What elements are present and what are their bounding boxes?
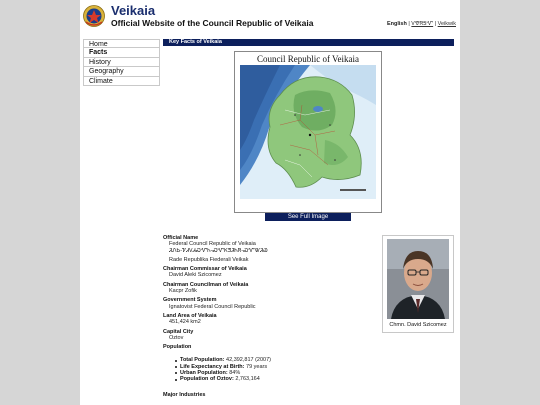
total-population-value: 42,392,817 (2007) bbox=[226, 357, 272, 364]
sidebar-item-home[interactable]: Home bbox=[83, 39, 160, 48]
oztov-population-label: Population of Oztov: bbox=[180, 376, 234, 383]
site-header bbox=[80, 0, 460, 34]
map-frame bbox=[234, 51, 382, 213]
section-title: Key Facts of Veikaia bbox=[163, 39, 454, 46]
commissar-label: Chairman Commissar of Veikaia bbox=[163, 266, 247, 273]
capital-value: Oztov bbox=[169, 334, 184, 341]
councilman-value: Kacpr Zofik bbox=[169, 288, 197, 295]
sidebar-item-history[interactable]: History bbox=[83, 58, 160, 67]
map-title: Council Republic of Veikaia bbox=[256, 54, 360, 64]
sidebar-item-facts[interactable]: Facts bbox=[83, 48, 160, 57]
life-expectancy-value: 79 years bbox=[246, 363, 268, 370]
land-area-value: 451,424 km2 bbox=[169, 319, 201, 326]
commissar-value: David Aleki Szicomez bbox=[169, 272, 222, 279]
chairman-portrait bbox=[387, 239, 449, 319]
land-area-label: Land Area of Veikaia bbox=[163, 312, 217, 319]
main-content bbox=[163, 39, 454, 398]
total-population-label: Total Population: bbox=[180, 357, 225, 364]
page bbox=[80, 0, 460, 405]
urban-population-value: 84% bbox=[229, 370, 241, 377]
oztov-population-value: 2,763,164 bbox=[235, 376, 260, 383]
portrait-card bbox=[382, 235, 454, 333]
language-veikwik[interactable]: Veikwik bbox=[437, 21, 456, 27]
facts-list bbox=[163, 235, 373, 398]
official-name-veikwik: Rade Republika Fiederali Veikak bbox=[169, 256, 249, 263]
language-separator: | bbox=[408, 21, 410, 27]
population-stats bbox=[175, 357, 373, 382]
see-full-image-button[interactable]: See Full Image bbox=[265, 213, 351, 221]
major-industries-label: Major Industries bbox=[163, 391, 206, 398]
population-label: Population bbox=[163, 344, 192, 351]
country-map[interactable] bbox=[240, 65, 376, 199]
portrait-caption: Chmn. David Szicomez bbox=[389, 322, 447, 328]
official-name-label: Official Name bbox=[163, 235, 199, 241]
sidebar-item-climate[interactable]: Climate bbox=[83, 77, 160, 86]
official-name-native: ᏘᏁᏏ-ᏤᏗᏙᏗᏍᏉᏂ-ᏍᏉᏦᏕᏘᏂᏒ-ᏍᏉᏔᏘᏊ bbox=[169, 247, 268, 254]
language-selector bbox=[387, 21, 456, 28]
language-native[interactable]: ᏙᏡᏒᎦᏉ bbox=[411, 21, 434, 27]
language-separator: | bbox=[434, 21, 437, 27]
sidebar-nav bbox=[83, 39, 160, 86]
language-english[interactable]: English bbox=[386, 21, 407, 27]
councilman-label: Chairman Councilman of Veikaia bbox=[163, 281, 249, 288]
sidebar-item-geography[interactable]: Geography bbox=[83, 67, 160, 76]
urban-population-label: Urban Population: bbox=[180, 370, 228, 377]
coat-of-arms-icon bbox=[83, 4, 105, 28]
site-subtitle: Official Website of the Council Republic of Veikaia bbox=[111, 18, 314, 28]
list-item bbox=[175, 376, 373, 382]
official-name-english: Federal Council Republic of Veikaia bbox=[169, 241, 256, 248]
government-value: Ignatovist Federal Council Republic bbox=[169, 303, 256, 310]
life-expectancy-label: Life Expectancy at Birth: bbox=[180, 363, 245, 370]
site-title: Veikaia bbox=[111, 3, 156, 18]
government-label: Government System bbox=[163, 297, 217, 304]
capital-label: Capital City bbox=[163, 328, 194, 335]
